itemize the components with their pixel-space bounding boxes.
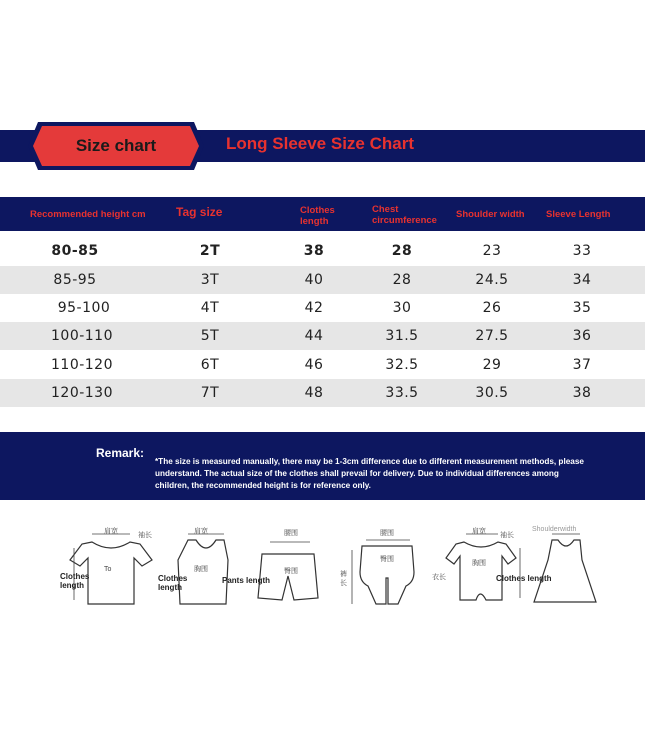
cell-shoulder: 24.5 [475, 272, 509, 288]
header-height: Recommended height cm [30, 209, 146, 220]
tshirt-sleeve-label: 袖长 [138, 532, 152, 539]
shorts-hip-label: 臀围 [284, 568, 298, 575]
cell-shoulder: 23 [482, 243, 502, 259]
cell-tag: 3T [200, 272, 220, 288]
cell-length: 42 [304, 300, 324, 316]
cell-tag: 4T [200, 300, 220, 316]
size-chart-label: Size chart [75, 136, 157, 155]
header-shoulder: Shoulder width [456, 209, 525, 220]
romper-shoulder-label: 肩宽 [472, 528, 486, 535]
header-clothes-length: Clothes length [300, 205, 335, 227]
cell-height: 100-110 [51, 328, 113, 344]
cell-height: 110-120 [51, 357, 113, 373]
cell-tag: 2T [199, 243, 221, 259]
romper-chest-label: 胸围 [472, 560, 486, 567]
table-row [0, 237, 645, 265]
pants-length-label: 裤长 [340, 571, 347, 587]
tshirt-shoulder-label: 肩宽 [104, 528, 118, 535]
cell-tag: 5T [200, 328, 220, 344]
cell-shoulder: 26 [482, 300, 502, 316]
cell-height: 120-130 [51, 385, 113, 401]
cell-chest: 32.5 [385, 357, 419, 373]
cell-chest: 33.5 [385, 385, 419, 401]
cell-chest: 30 [392, 300, 412, 316]
chart-title: Long Sleeve Size Chart [226, 134, 414, 153]
cell-shoulder: 29 [482, 357, 502, 373]
cell-sleeve: 37 [572, 357, 592, 373]
cell-sleeve: 34 [572, 272, 592, 288]
pants-waist-label: 腰围 [380, 530, 394, 537]
cell-chest: 28 [391, 243, 413, 259]
remark-text: *The size is measured manually, there may be 1-3cm difference due to different measurement methods, please understand. The actual size of the clothes shall prevail for delivery. Due to individual differences among children, the recommended height is for reference only. [155, 457, 584, 490]
tshirt-chest-label: To [104, 566, 112, 573]
cell-height: 95-100 [57, 300, 111, 316]
cell-chest: 31.5 [385, 328, 419, 344]
cell-height: 80-85 [51, 243, 99, 259]
header-tag-size: Tag size [176, 205, 223, 219]
cell-tag: 6T [200, 357, 220, 373]
romper-length-label: 衣长 [432, 574, 446, 581]
measurement-diagrams [0, 520, 645, 620]
cell-sleeve: 36 [572, 328, 592, 344]
dress-length-label: Clothes length [496, 574, 552, 583]
header-sleeve: Sleeve Length [546, 209, 611, 220]
cell-sleeve: 35 [572, 300, 592, 316]
cell-length: 40 [304, 272, 324, 288]
pants-hip-label: 臀围 [380, 556, 394, 563]
cell-sleeve: 33 [572, 243, 592, 259]
cell-length: 44 [304, 328, 324, 344]
cell-shoulder: 27.5 [475, 328, 509, 344]
garment-outlines [0, 520, 645, 620]
table-row [0, 266, 645, 294]
dress-shoulder-label: Shoulderwidth [532, 526, 577, 533]
cell-length: 38 [303, 243, 325, 259]
cell-tag: 7T [200, 385, 220, 401]
cell-length: 46 [304, 357, 324, 373]
cell-length: 48 [304, 385, 324, 401]
cell-chest: 28 [392, 272, 412, 288]
cell-sleeve: 38 [572, 385, 592, 401]
size-chart-tab [28, 122, 204, 170]
table-header [0, 197, 645, 231]
table-row [0, 322, 645, 350]
cell-height: 85-95 [53, 272, 97, 288]
romper-sleeve-label: 袖长 [500, 532, 514, 539]
header-chest: Chest circumference [372, 204, 437, 226]
table-row [0, 294, 645, 322]
vest-chest-label: 胸围 [194, 566, 208, 573]
remark-label: Remark: [96, 446, 145, 460]
shorts-waist-label: 腰围 [284, 530, 298, 537]
tshirt-length-label: Clothes length [60, 572, 90, 590]
table-row [0, 379, 645, 407]
cell-shoulder: 30.5 [475, 385, 509, 401]
table-row [0, 351, 645, 379]
vest-length-label: Clothes length [158, 574, 188, 592]
vest-shoulder-label: 肩宽 [194, 528, 208, 535]
shorts-length-label: Pants length [222, 576, 271, 585]
